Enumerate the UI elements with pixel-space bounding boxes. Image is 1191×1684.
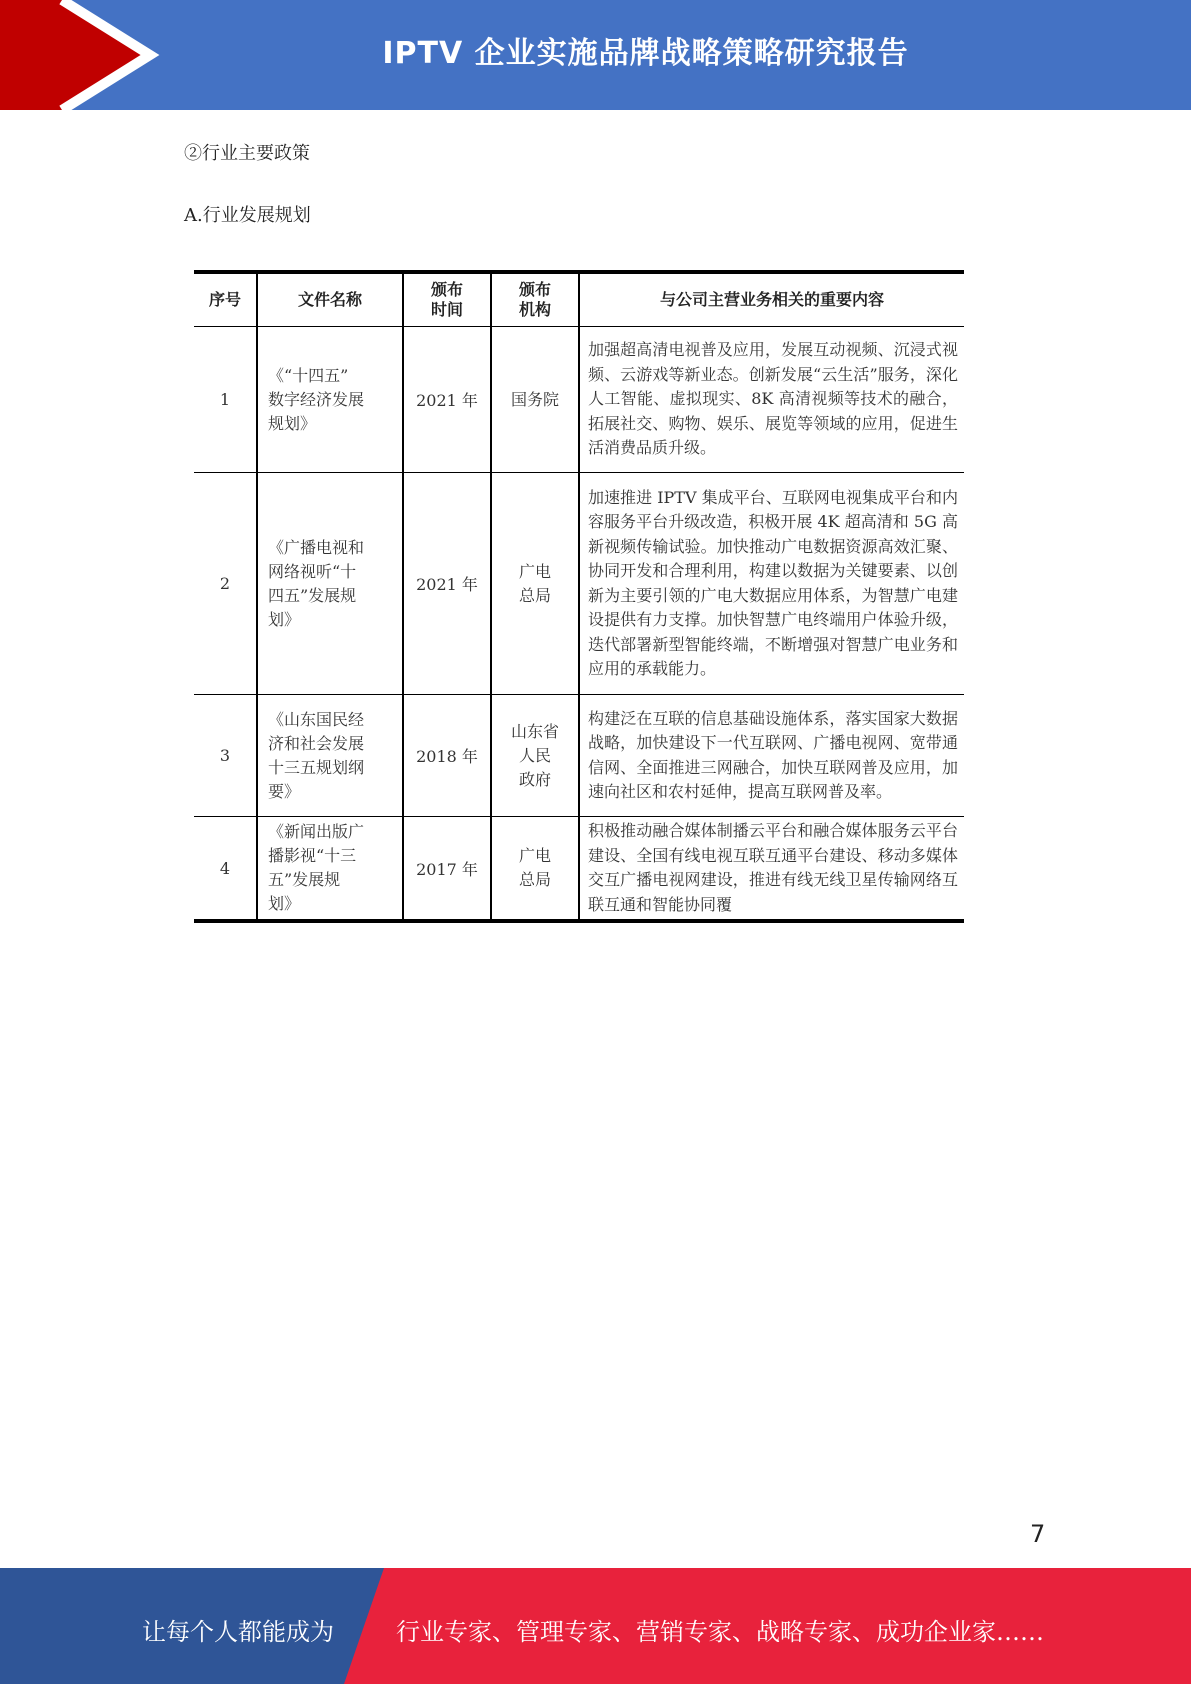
policy-content: 积极推动融合媒体制播云平台和融合媒体服务云平台建设、全国有线电视互联互通平台建设、移动多媒体交互广播电视网建设，推进有线无线卫星传输网络互联互通和智能协同覆 bbox=[579, 817, 964, 922]
document-name: 《“十四五” 数字经济发展 规划》 bbox=[257, 327, 403, 473]
header-chevron-decoration bbox=[0, 0, 160, 110]
issuing-agency: 国务院 bbox=[491, 327, 579, 473]
policy-table bbox=[194, 270, 964, 923]
issue-time: 2021 年 bbox=[403, 473, 491, 695]
document-name: 《山东国民经 济和社会发展 十三五规划纲 要》 bbox=[257, 695, 403, 817]
table-row bbox=[194, 817, 964, 922]
document-name: 《广播电视和 网络视听“十 四五”发展规 划》 bbox=[257, 473, 403, 695]
row-number: 2 bbox=[194, 473, 257, 695]
table-row bbox=[194, 327, 964, 473]
section-heading: ②行业主要政策 bbox=[184, 143, 310, 164]
header-banner bbox=[0, 0, 1191, 110]
footer-slogan-left: 让每个人都能成为 bbox=[142, 1618, 334, 1646]
policy-content: 加强超高清电视普及应用，发展互动视频、沉浸式视频、云游戏等新业态。创新发展“云生活”服务，深化人工智能、虚拟现实、8K 高清视频等技术的融合，拓展社交、购物、娱乐、展览等领域的应用，促进生活消费品质升级。 bbox=[579, 327, 964, 473]
section-subheading: A.行业发展规划 bbox=[184, 205, 311, 226]
issue-time: 2021 年 bbox=[403, 327, 491, 473]
row-number: 4 bbox=[194, 817, 257, 922]
header-no: 序号 bbox=[194, 272, 257, 327]
issuing-agency: 广电 总局 bbox=[491, 473, 579, 695]
issuing-agency: 山东省 人民 政府 bbox=[491, 695, 579, 817]
footer-slogan-right: 行业专家、管理专家、营销专家、战略专家、成功企业家…… bbox=[396, 1618, 1044, 1646]
header-org: 颁布 机构 bbox=[491, 272, 579, 327]
page-number: 7 bbox=[1030, 1520, 1046, 1548]
document-name: 《新闻出版广 播影视“十三 五”发展规 划》 bbox=[257, 817, 403, 922]
policy-content: 加速推进 IPTV 集成平台、互联网电视集成平台和内容服务平台升级改造，积极开展 4K 超高清和 5G 高新视频传输试验。加快推动广电数据资源高效汇聚、协同开发和合理利用，构建以数据为关键要素、以创新为主要引领的广电大数据应用体系，为智慧广电建设提供有力支撑。加快智慧广电终端用户体验升级，迭代部署新型智能终端，不断增强对智慧广电业务和应用的承载能力。 bbox=[579, 473, 964, 695]
row-number: 3 bbox=[194, 695, 257, 817]
issue-time: 2017 年 bbox=[403, 817, 491, 922]
table-header-row bbox=[194, 272, 964, 327]
header-name: 文件名称 bbox=[257, 272, 403, 327]
header-content: 与公司主营业务相关的重要内容 bbox=[579, 272, 964, 327]
footer-banner bbox=[0, 1568, 1191, 1684]
header-time: 颁布 时间 bbox=[403, 272, 491, 327]
report-title: IPTV 企业实施品牌战略策略研究报告 bbox=[382, 36, 909, 71]
issuing-agency: 广电 总局 bbox=[491, 817, 579, 922]
table-row bbox=[194, 695, 964, 817]
policy-content: 构建泛在互联的信息基础设施体系，落实国家大数据战略，加快建设下一代互联网、广播电视网、宽带通信网、全面推进三网融合，加快互联网普及应用，加速向社区和农村延伸，提高互联网普及率。 bbox=[579, 695, 964, 817]
issue-time: 2018 年 bbox=[403, 695, 491, 817]
table-row bbox=[194, 473, 964, 695]
row-number: 1 bbox=[194, 327, 257, 473]
